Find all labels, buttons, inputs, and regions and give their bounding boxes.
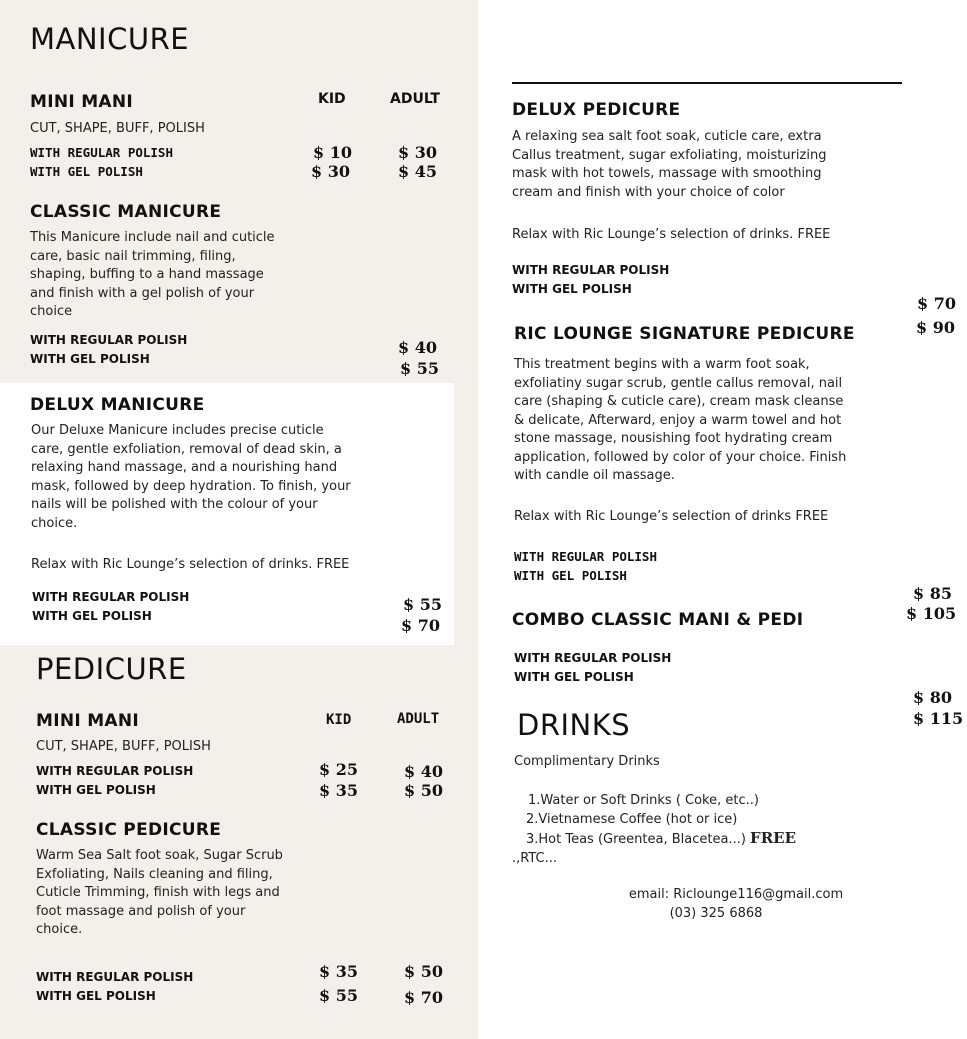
- desc-line: and finish with a gel polish of your: [30, 285, 255, 301]
- mini-mani-title: MINI MANI: [30, 92, 134, 112]
- kid-column-header: KID: [326, 712, 352, 728]
- drink-item-label: Hot Teas (Greentea, Blacetea...): [538, 832, 746, 847]
- pedicure-mini-title: MINI MANI: [36, 711, 140, 731]
- manicure-title: MANICURE: [30, 22, 190, 56]
- option-gel: WITH GEL POLISH: [512, 282, 632, 296]
- desc-line: Our Deluxe Manicure includes precise cuticle: [31, 423, 324, 438]
- desc-line: application, followed by color of your choice. Finish: [514, 449, 847, 465]
- desc-line: shaping, buffing to a hand massage: [30, 267, 264, 282]
- desc-line: stone massage, nousishing foot hydrating cream: [514, 431, 833, 446]
- price-gel: $ 115: [913, 709, 964, 728]
- price-gel: $ 55: [400, 359, 439, 378]
- desc-line: This treatment begins with a warm foot soak,: [514, 357, 810, 372]
- desc-line: nails will be polished with the colour of your: [31, 497, 318, 512]
- option-regular: WITH REGULAR POLISH: [512, 263, 670, 277]
- list-item: 1.Water or Soft Drinks ( Coke, etc..): [528, 793, 759, 808]
- price-kid-regular: $ 35: [319, 962, 358, 981]
- pedicure-mini-desc: CUT, SHAPE, BUFF, POLISH: [36, 739, 211, 754]
- combo-mani-pedi-title: COMBO CLASSIC MANI & PEDI: [512, 610, 804, 630]
- desc-line: care, basic nail trimming, filing,: [30, 248, 236, 264]
- price-adult-gel: $ 45: [398, 162, 437, 181]
- drink-item-label: Water or Soft Drinks ( Coke, etc..): [540, 793, 759, 808]
- list-item: 3.Hot Teas (Greentea, Blacetea...) FREE: [526, 829, 797, 847]
- signature-pedicure-title: RIC LOUNGE SIGNATURE PEDICURE: [514, 324, 855, 344]
- price-regular: $ 55: [403, 595, 442, 614]
- price-adult-gel: $ 70: [404, 988, 443, 1007]
- desc-line: exfoliatiny sugar scrub, gentle callus removal, nail: [514, 375, 843, 391]
- price-adult-regular: $ 40: [404, 762, 443, 781]
- option-gel: WITH GEL POLISH: [36, 783, 156, 797]
- drink-item-label: Vietnamese Coffee (hot or ice): [538, 811, 738, 827]
- option-regular: WITH REGULAR POLISH: [36, 970, 194, 984]
- free-badge: FREE: [750, 829, 797, 847]
- desc-line: with candle oil massage.: [514, 468, 675, 483]
- desc-line: Exfoliating, Nails cleaning and filing,: [36, 866, 273, 882]
- price-regular: $ 70: [917, 294, 956, 313]
- desc-line: Cuticle Trimming, finish with legs and: [36, 885, 280, 900]
- desc-line: care, gentle exfoliation, removal of dead skin, a: [31, 441, 342, 457]
- adult-column-header: ADULT: [390, 91, 440, 107]
- option-regular: WITH REGULAR POLISH: [514, 549, 657, 564]
- price-regular: $ 40: [398, 338, 437, 357]
- contact-email: email: Riclounge116@gmail.com: [628, 887, 844, 902]
- price-kid-regular: $ 25: [319, 760, 358, 779]
- mini-mani-desc: CUT, SHAPE, BUFF, POLISH: [30, 121, 205, 136]
- desc-line: choice: [30, 304, 73, 319]
- contact-phone: (03) 325 6868: [669, 906, 763, 921]
- option-gel: WITH GEL POLISH: [514, 670, 634, 684]
- desc-line: foot massage and polish of your: [36, 903, 246, 919]
- price-regular: $ 85: [913, 584, 952, 603]
- price-kid-gel: $ 30: [311, 162, 350, 181]
- price-gel: $ 90: [916, 318, 955, 337]
- delux-manicure-desc: [31, 422, 451, 533]
- desc-line: choice.: [36, 922, 83, 937]
- price-adult-regular: $ 30: [398, 143, 437, 162]
- adult-column-header: ADULT: [397, 711, 440, 727]
- option-gel: WITH GEL POLISH: [30, 164, 143, 179]
- price-adult-gel: $ 50: [404, 781, 443, 800]
- delux-pedicure-title: DELUX PEDICURE: [512, 100, 681, 120]
- price-adult-regular: $ 50: [404, 962, 443, 981]
- drinks-title: DRINKS: [517, 708, 631, 742]
- classic-pedicure-desc: [36, 847, 326, 940]
- desc-line: mask, followed by deep hydration. To finish, your: [31, 478, 351, 494]
- classic-pedicure-title: CLASSIC PEDICURE: [36, 820, 222, 840]
- list-item: 2.Vietnamese Coffee (hot or ice): [526, 811, 738, 827]
- desc-line: Callus treatment, sugar exfoliating, moisturizing: [512, 147, 827, 163]
- price-gel: $ 70: [401, 616, 440, 635]
- price-kid-gel: $ 55: [319, 986, 358, 1005]
- desc-line: relaxing hand massage, and a nourishing hand: [31, 460, 338, 475]
- classic-manicure-desc: [30, 229, 320, 322]
- delux-pedicure-desc: [512, 128, 892, 202]
- pedicure-title: PEDICURE: [36, 652, 187, 686]
- price-kid-gel: $ 35: [319, 781, 358, 800]
- option-gel: WITH GEL POLISH: [36, 989, 156, 1003]
- delux-pedicure-drinks-note: Relax with Ric Lounge’s selection of drinks. FREE: [512, 227, 831, 242]
- delux-manicure-title: DELUX MANICURE: [30, 395, 205, 415]
- divider-line: [512, 82, 902, 84]
- option-regular: WITH REGULAR POLISH: [30, 145, 173, 160]
- option-regular: WITH REGULAR POLISH: [36, 764, 194, 778]
- drinks-subtitle: Complimentary Drinks: [514, 754, 660, 769]
- option-regular: WITH REGULAR POLISH: [30, 333, 188, 347]
- kid-column-header: KID: [318, 91, 346, 107]
- price-regular: $ 80: [913, 688, 952, 707]
- signature-pedicure-desc: [514, 356, 894, 486]
- option-gel: WITH GEL POLISH: [30, 352, 150, 366]
- desc-line: This Manicure include nail and cuticle: [30, 230, 275, 245]
- option-gel: WITH GEL POLISH: [514, 568, 627, 583]
- price-kid-regular: $ 10: [313, 143, 352, 162]
- option-regular: WITH REGULAR POLISH: [514, 651, 672, 665]
- desc-line: mask with hot towels, massage with smoothing: [512, 166, 822, 181]
- delux-manicure-drinks-note: Relax with Ric Lounge’s selection of drinks. FREE: [31, 557, 350, 572]
- drinks-list: [512, 792, 832, 868]
- desc-line: A relaxing sea salt foot soak, cuticle care, extra: [512, 129, 822, 144]
- desc-line: care (shaping & cuticle care), cream mask cleanse: [514, 394, 844, 409]
- option-gel: WITH GEL POLISH: [32, 609, 152, 623]
- desc-line: & delicate, Afterward, enjoy a warm towel and hot: [514, 412, 842, 428]
- list-item: .,RTC...: [512, 850, 558, 866]
- desc-line: cream and finish with your choice of color: [512, 184, 785, 200]
- delux-manicure-side-bg: [454, 383, 478, 645]
- manicure-panel-bg: [0, 0, 478, 383]
- classic-manicure-title: CLASSIC MANICURE: [30, 202, 222, 222]
- desc-line: choice.: [31, 515, 78, 531]
- signature-pedicure-drinks-note: Relax with Ric Lounge’s selection of drinks FREE: [514, 509, 829, 524]
- option-regular: WITH REGULAR POLISH: [32, 590, 190, 604]
- desc-line: Warm Sea Salt foot soak, Sugar Scrub: [36, 848, 283, 863]
- price-gel: $ 105: [906, 604, 957, 623]
